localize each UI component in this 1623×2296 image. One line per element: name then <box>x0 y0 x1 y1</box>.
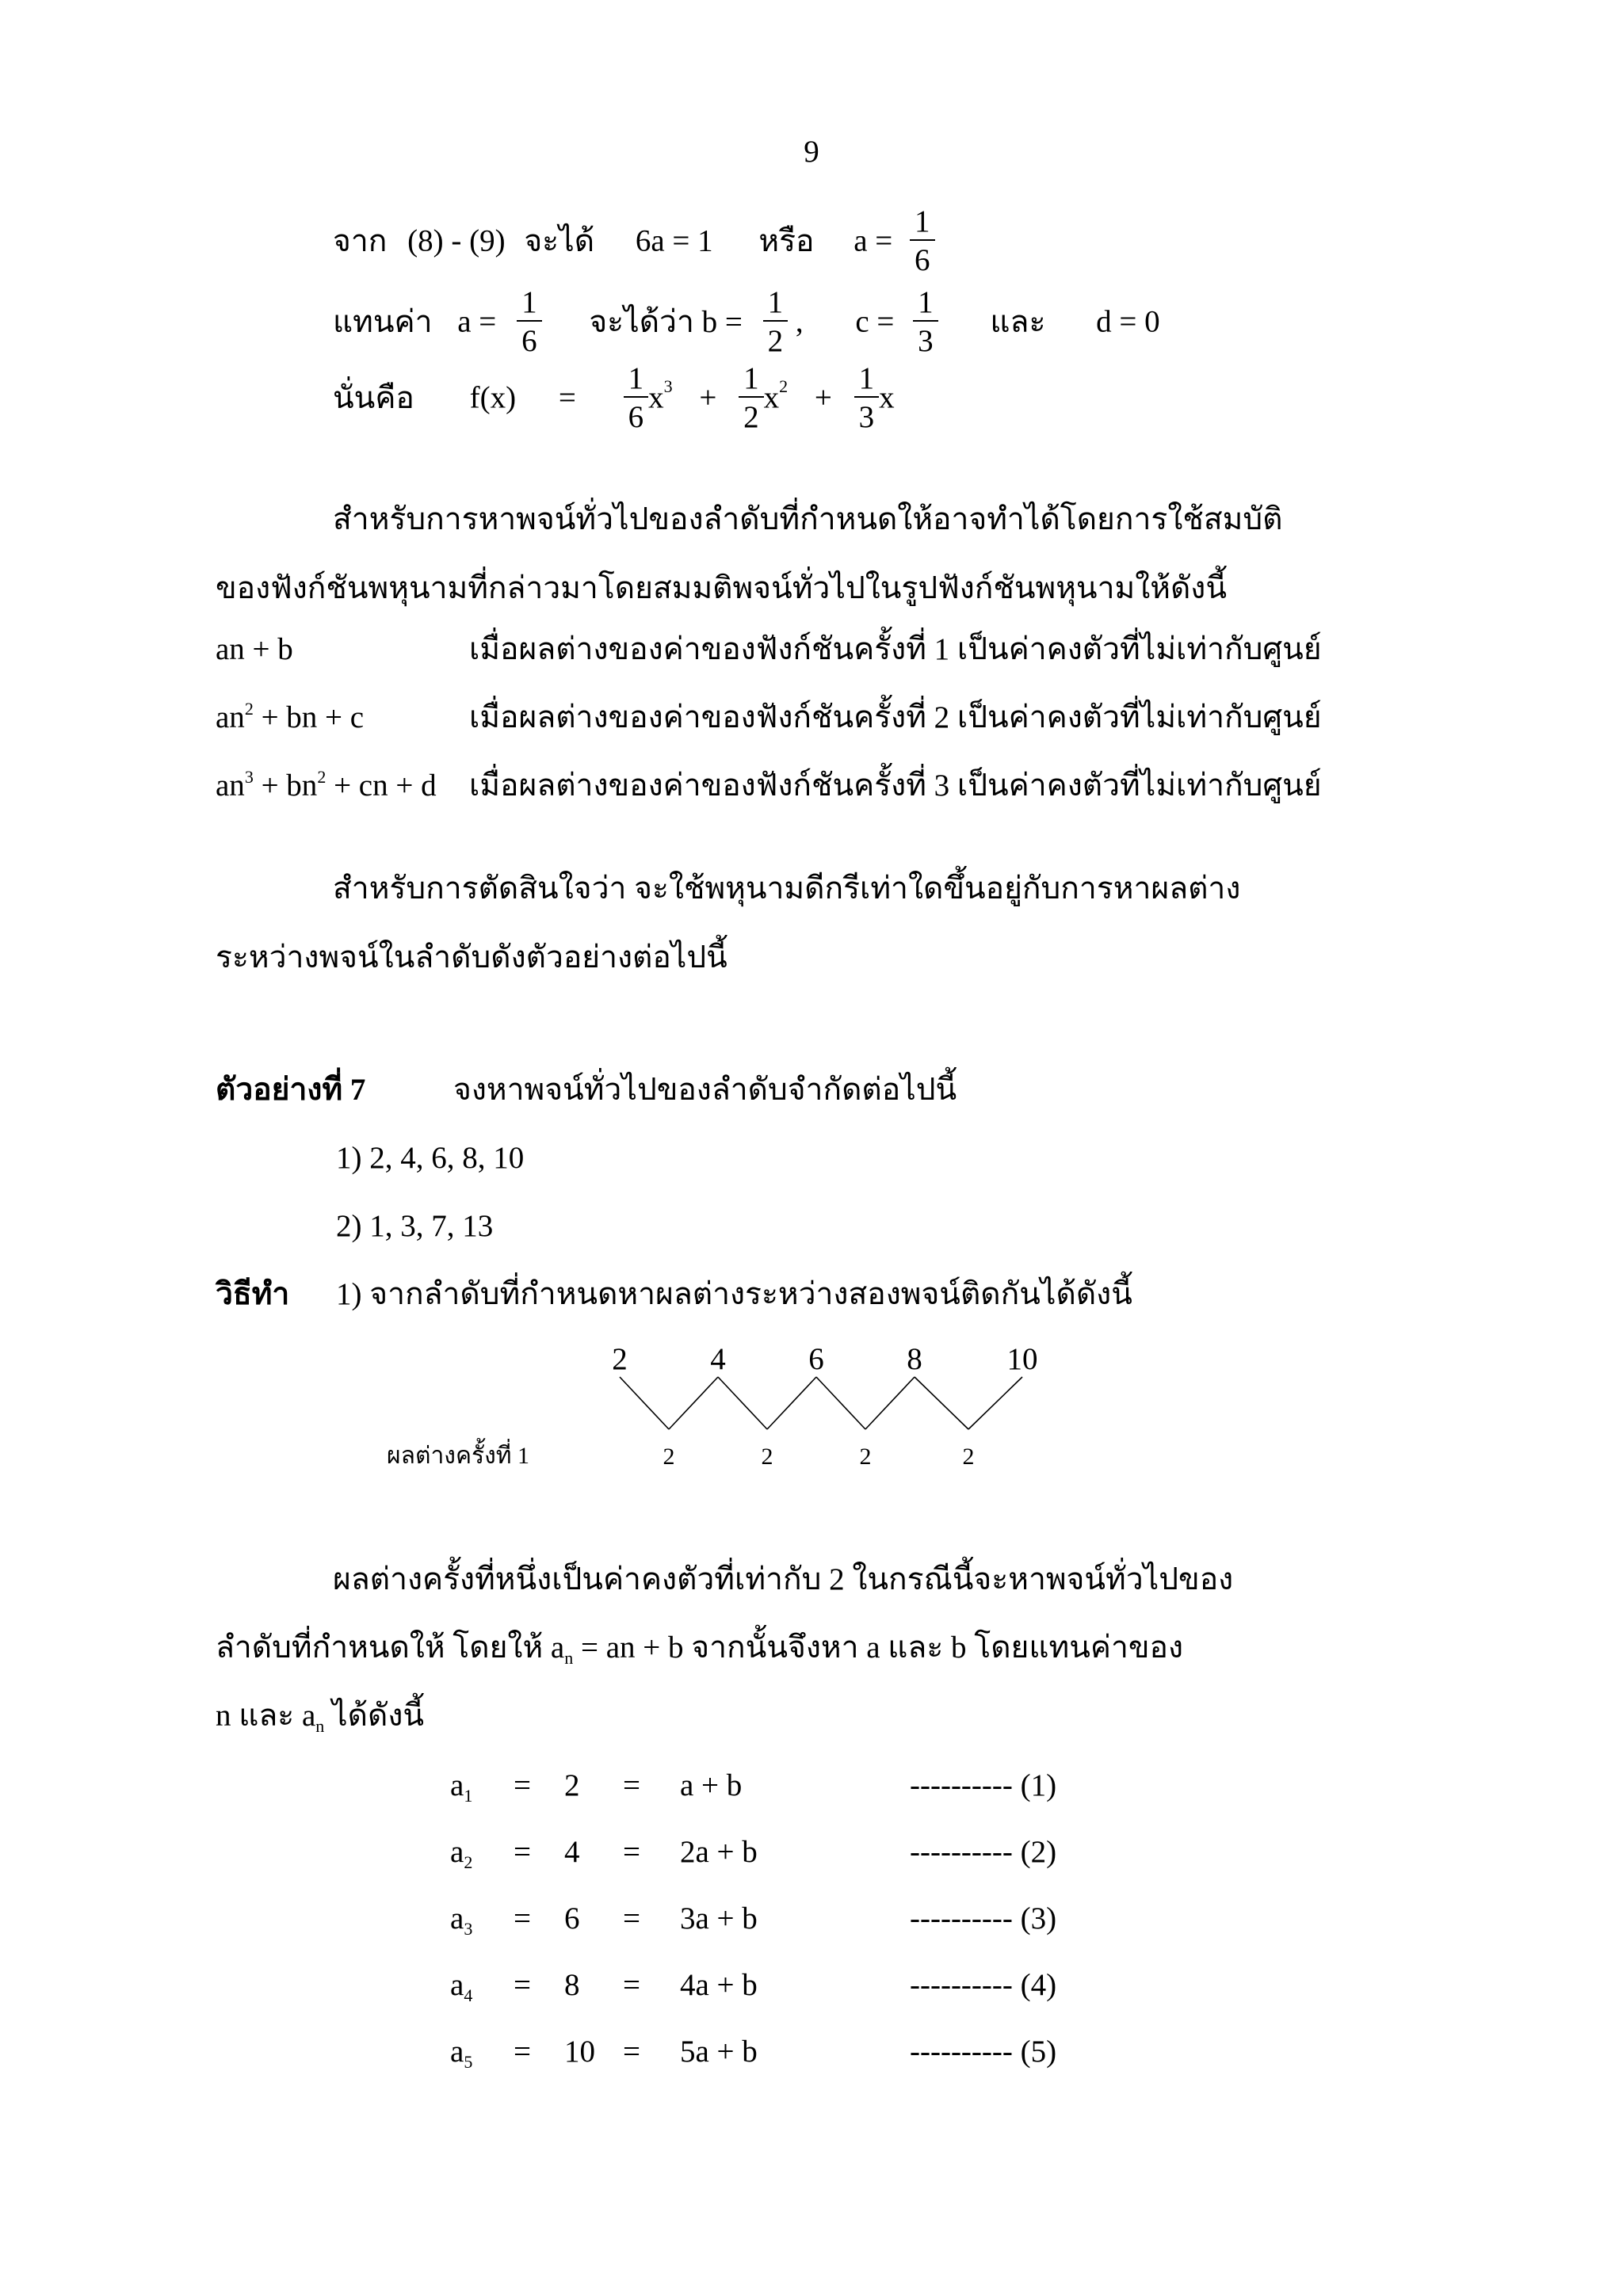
difference-row-label: ผลต่างครั้งที่ 1 <box>387 1443 530 1469</box>
text-and: และ <box>990 305 1046 339</box>
fraction-a: $\frac{1}{6}$ <box>910 206 935 276</box>
form-linear-desc: เมื่อผลต่างของค่าของฟังก์ชันครั้งที่ 1 เป็นค่าคงตัวที่ไม่เท่ากับศูนย์ <box>469 632 1322 666</box>
equation-value: 2 <box>564 1768 580 1802</box>
equation-value: 6 <box>564 1901 580 1936</box>
form-linear: an + b <box>216 632 293 666</box>
paragraph-3-line-3: n และ $a_n$ ได้ดังนี้ <box>216 1699 425 1736</box>
equation-row: $a_3$ <box>450 1901 473 1939</box>
text-thus: นั่นคือ <box>333 381 414 415</box>
equation-ref: ---------- (4) <box>910 1968 1057 2002</box>
difference-connector <box>767 1377 816 1429</box>
plus: + <box>814 380 832 415</box>
comma: , <box>795 304 804 339</box>
paragraph-degree-decision: สำหรับการตัดสินใจว่า จะใช้พหุนามดีกรีเท่าใดขึ้นอยู่กับการหาผลต่างระหว่างพจน์ในลำดับดังตัวอย่างต่อไปนี้ <box>216 871 1241 974</box>
difference-connector <box>865 1377 915 1429</box>
equals: = <box>514 1768 531 1802</box>
equation-expression: 2a + b <box>680 1835 758 1869</box>
equation-row: $a_4$ <box>450 1968 473 2005</box>
equals: = <box>623 1901 640 1936</box>
equation-row: $a_1$ <box>450 1768 473 1806</box>
difference-connector <box>816 1377 865 1429</box>
difference-value: 2 <box>962 1444 975 1470</box>
equation-ref: (8) - (9) <box>407 223 506 258</box>
equation-expression: a + b <box>680 1768 743 1802</box>
sequence-term: 6 <box>808 1342 824 1376</box>
equals: = <box>514 2035 531 2069</box>
paragraph-3-line-1: ผลต่างครั้งที่หนึ่งเป็นค่าคงตัวที่เท่ากับ 2 ในกรณีนี้จะหาพจน์ทั่วไปของ <box>333 1562 1234 1596</box>
equals: = <box>514 1835 531 1869</box>
form-cubic-desc: เมื่อผลต่างของค่าของฟังก์ชันครั้งที่ 3 เป็นค่าคงตัวที่ไม่เท่ากับศูนย์ <box>469 769 1322 803</box>
solution-label: วิธีทำ <box>216 1277 290 1311</box>
sequence-term: 10 <box>1006 1342 1038 1376</box>
equation-value: 4 <box>564 1835 580 1869</box>
example-label: ตัวอย่างที่ 7 <box>216 1073 366 1107</box>
form-quadratic-desc: เมื่อผลต่างของค่าของฟังก์ชันครั้งที่ 2 เป็นค่าคงตัวที่ไม่เท่ากับศูนย์ <box>469 700 1322 734</box>
difference-value: 2 <box>761 1444 773 1470</box>
equation-ref: ---------- (3) <box>910 1901 1057 1936</box>
equation-expression: 4a + b <box>680 1968 758 2002</box>
equals: = <box>514 1968 531 2002</box>
paragraph-polynomial-form: สำหรับการหาพจน์ทั่วไปของลำดับที่กำหนดให้อาจทำได้โดยการใช้สมบัติของฟังก์ชันพหุนามที่กล่าวมาโดยสมมติพจน์ทั่วไปในรูปฟังก์ชันพหุนามให้ดังนี้ <box>216 502 1283 605</box>
difference-value: 2 <box>663 1444 675 1470</box>
text-from: จาก <box>333 224 388 258</box>
fraction-term-1: $\frac{1}{6}$ <box>624 363 649 433</box>
equation-value: 10 <box>564 2035 595 2069</box>
example-text: จงหาพจน์ทั่วไปของลำดับจำกัดต่อไปนี้ <box>453 1073 957 1107</box>
text-substitute: แทนค่า <box>333 305 433 339</box>
term-2-exp: 2 <box>779 376 789 396</box>
equals: = <box>623 1835 640 1869</box>
form-quadratic: $an^2$ + bn + c <box>216 699 365 734</box>
f-of-x: f(x) <box>469 380 517 415</box>
fraction-c: $\frac{1}{3}$ <box>913 287 938 357</box>
a-equals: a = <box>457 304 497 339</box>
term-1-exp: 3 <box>663 376 673 396</box>
equation-ref: ---------- (2) <box>910 1835 1057 1869</box>
sequence-term: 4 <box>710 1342 726 1376</box>
plus: + <box>699 380 717 415</box>
difference-value: 2 <box>859 1444 872 1470</box>
difference-connector <box>620 1377 669 1429</box>
equation-value: 8 <box>564 1968 580 2002</box>
fraction-a: $\frac{1}{6}$ <box>517 287 542 357</box>
difference-connector <box>968 1377 1022 1429</box>
solution-step-1: 1) จากลำดับที่กำหนดหาผลต่างระหว่างสองพจน์ติดกันได้ดังนี้ <box>336 1277 1132 1311</box>
equation-expression: 5a + b <box>680 2035 758 2069</box>
equation-expression: 3a + b <box>680 1901 758 1936</box>
sequence-term: 8 <box>907 1342 922 1376</box>
difference-connector <box>669 1377 718 1429</box>
equation-ref: ---------- (5) <box>910 2035 1057 2069</box>
example-item-1: 1) 2, 4, 6, 8, 10 <box>336 1141 525 1175</box>
equals: = <box>514 1901 531 1936</box>
page-number: 9 <box>804 135 819 169</box>
form-cubic: $an^3 + bn^2$ + cn + d <box>216 767 437 803</box>
term-2-var: x <box>763 380 780 415</box>
fraction-b: $\frac{1}{2}$ <box>763 287 789 357</box>
equals: = <box>623 2035 640 2069</box>
fraction-term-2: $\frac{1}{2}$ <box>739 363 764 433</box>
term-3-var: x <box>879 380 895 415</box>
d-equals: d = 0 <box>1096 304 1160 339</box>
difference-connector <box>718 1377 767 1429</box>
text-get: จะได้ <box>524 224 595 258</box>
equals: = <box>558 380 576 415</box>
equation-row: $a_5$ <box>450 2035 473 2072</box>
example-item-2: 2) 1, 3, 7, 13 <box>336 1209 494 1243</box>
c-equals: c = <box>855 304 895 339</box>
equals: = <box>623 1968 640 2002</box>
paragraph-3-line-2: ลำดับที่กำหนดให้ โดยให้ $a_n$ = an + b จากนั้นจึงหา a และ b โดยแทนค่าของ <box>216 1630 1184 1668</box>
text-or: หรือ <box>758 224 815 258</box>
term-1-var: x <box>648 380 664 415</box>
equation-ref: ---------- (1) <box>910 1768 1057 1802</box>
text-b-equals: จะได้ว่า b = <box>589 305 743 339</box>
equation-6a: 6a = 1 <box>635 223 713 258</box>
equals: = <box>623 1768 640 1802</box>
a-equals: a = <box>854 223 893 258</box>
equation-row: $a_2$ <box>450 1835 473 1872</box>
difference-connector <box>915 1377 968 1429</box>
fraction-term-3: $\frac{1}{3}$ <box>854 363 880 433</box>
sequence-term: 2 <box>612 1342 628 1376</box>
